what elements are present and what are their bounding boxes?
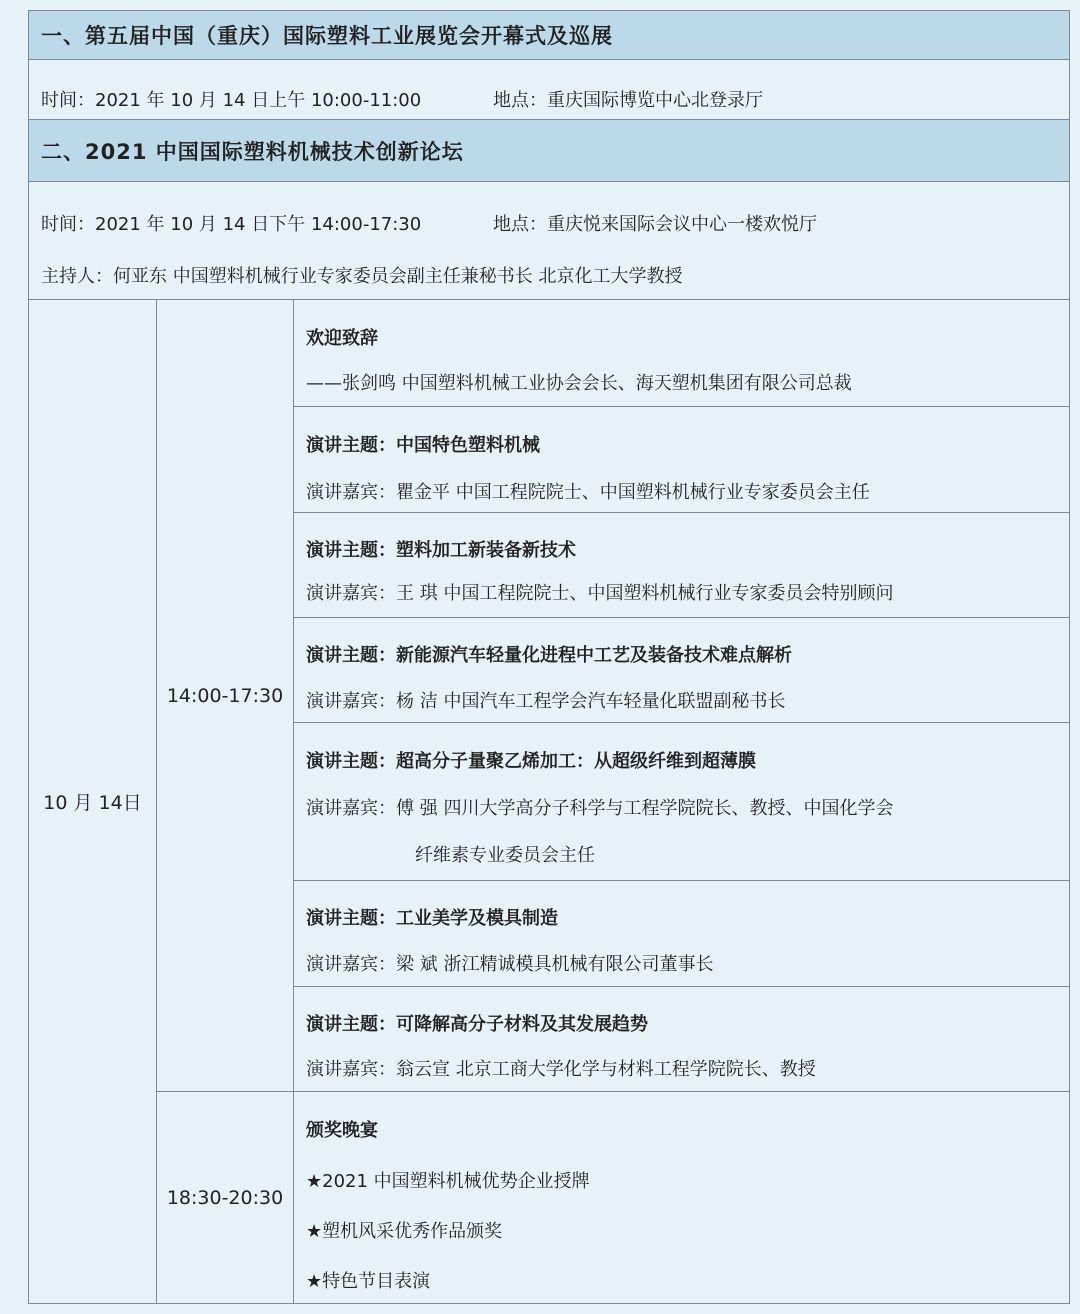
topic-label: 演讲主题： bbox=[306, 751, 396, 772]
topic-title: 工业美学及模具制造 bbox=[396, 908, 558, 929]
table-row bbox=[294, 881, 1069, 987]
speaker-name: 翁云宣 北京工商大学化学与材料工程学院院长、教授 bbox=[396, 1059, 816, 1080]
section1-header bbox=[29, 11, 1069, 60]
schedule-grid bbox=[29, 300, 1069, 1303]
topic-title: 新能源汽车轻量化进程中工艺及装备技术难点解析 bbox=[396, 645, 792, 666]
session-list bbox=[294, 300, 1069, 1092]
welcome-title: 欢迎致辞 bbox=[306, 328, 378, 349]
section1-time: 时间：2021 年 10 月 14 日上午 10:00-11:00 bbox=[41, 90, 422, 111]
speaker-name: 梁 斌 浙江精诚模具机械有限公司董事长 bbox=[396, 954, 714, 975]
section2-host: 主持人：何亚东 中国塑料机械行业专家委员会副主任兼秘书长 北京化工大学教授 bbox=[41, 266, 683, 287]
section2-header bbox=[29, 120, 1069, 182]
speaker-label: 演讲嘉宾： bbox=[306, 798, 396, 819]
dinner-title: 颁奖晚宴 bbox=[306, 1120, 378, 1141]
topic-title: 塑料加工新装备新技术 bbox=[396, 540, 576, 561]
speaker-name-cont: 纤维素专业委员会主任 bbox=[415, 845, 595, 866]
table-row bbox=[294, 618, 1069, 723]
table-row bbox=[294, 987, 1069, 1092]
speaker-name: 王 琪 中国工程院院士、中国塑料机械行业专家委员会特别顾问 bbox=[396, 583, 894, 604]
topic-label: 演讲主题： bbox=[306, 435, 396, 456]
time-slot-evening: 18:30-20:30 bbox=[157, 1092, 294, 1303]
speaker-label: 演讲嘉宾： bbox=[306, 691, 396, 712]
date-cell: 10 月 14日 bbox=[29, 300, 157, 1303]
section1-info bbox=[29, 60, 1069, 120]
speaker-name: 瞿金平 中国工程院院士、中国塑料机械行业专家委员会主任 bbox=[396, 482, 870, 503]
section1-location: 地点：重庆国际博览中心北登录厅 bbox=[493, 90, 763, 111]
speaker-name: 傅 强 四川大学高分子科学与工程学院院长、教授、中国化学会 bbox=[396, 798, 894, 819]
section2-info bbox=[29, 182, 1069, 300]
welcome-row bbox=[294, 300, 1069, 407]
time-slot-afternoon: 14:00-17:30 bbox=[157, 300, 294, 1092]
topic-label: 演讲主题： bbox=[306, 1014, 396, 1035]
agenda-table bbox=[28, 10, 1070, 1304]
list-item: ★特色节目表演 bbox=[306, 1271, 431, 1292]
dinner-cell bbox=[294, 1092, 1069, 1303]
topic-title: 可降解高分子材料及其发展趋势 bbox=[396, 1014, 648, 1035]
table-row bbox=[294, 407, 1069, 513]
speaker-label: 演讲嘉宾： bbox=[306, 1059, 396, 1080]
welcome-speaker: ——张剑鸣 中国塑料机械工业协会会长、海天塑机集团有限公司总裁 bbox=[306, 373, 852, 394]
section2-location: 地点：重庆悦来国际会议中心一楼欢悦厅 bbox=[493, 214, 817, 235]
table-row bbox=[294, 723, 1069, 881]
topic-title: 超高分子量聚乙烯加工：从超级纤维到超薄膜 bbox=[396, 751, 756, 772]
topic-title: 中国特色塑料机械 bbox=[396, 435, 540, 456]
speaker-name: 杨 洁 中国汽车工程学会汽车轻量化联盟副秘书长 bbox=[396, 691, 786, 712]
section2-title: 二、2021 中国国际塑料机械技术创新论坛 bbox=[41, 139, 464, 164]
topic-label: 演讲主题： bbox=[306, 908, 396, 929]
topic-label: 演讲主题： bbox=[306, 540, 396, 561]
topic-label: 演讲主题： bbox=[306, 645, 396, 666]
section1-title: 一、第五届中国（重庆）国际塑料工业展览会开幕式及巡展 bbox=[41, 24, 613, 48]
list-item: ★塑机风采优秀作品颁奖 bbox=[306, 1221, 503, 1242]
speaker-label: 演讲嘉宾： bbox=[306, 954, 396, 975]
table-row bbox=[294, 513, 1069, 618]
section2-time: 时间：2021 年 10 月 14 日下午 14:00-17:30 bbox=[41, 214, 422, 235]
list-item: ★2021 中国塑料机械优势企业授牌 bbox=[306, 1171, 590, 1192]
speaker-label: 演讲嘉宾： bbox=[306, 482, 396, 503]
speaker-label: 演讲嘉宾： bbox=[306, 583, 396, 604]
